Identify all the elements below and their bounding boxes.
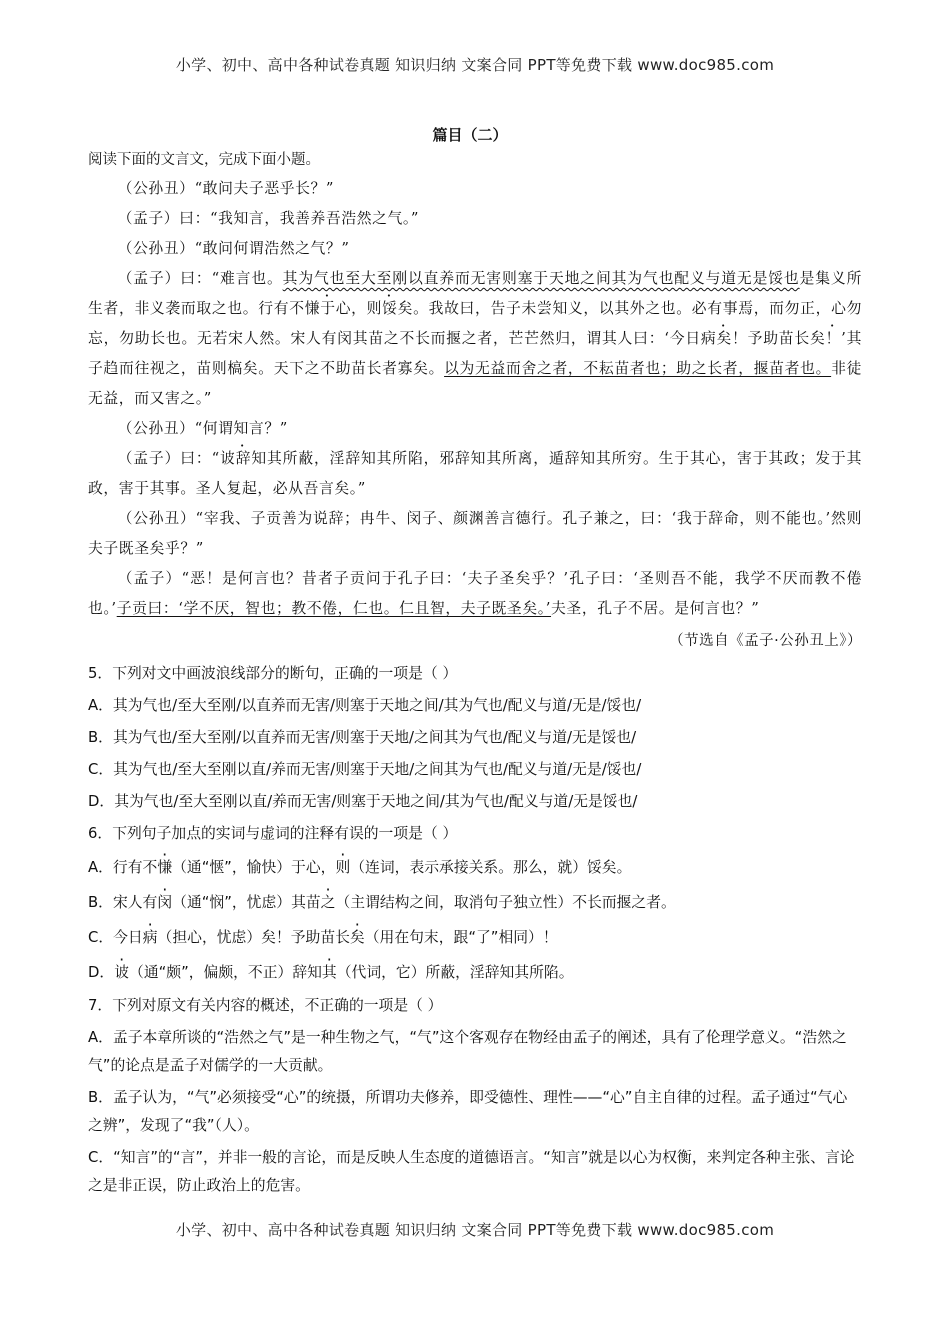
question-6-stem: 6．下列句子加点的实词与虚词的注释有误的一项是（ ） [88,825,458,842]
emphasis-dot-word: 之 [320,894,336,911]
emphasis-dot-word: 诐 [114,964,130,981]
question-7-option-b: B．孟子认为，“气”必须接受“心”的统摄，所谓功夫修养，即受德性、理性——“心”自主自律的过程。孟子通过“气心之辨”，发现了“我”（人）。 [88,1089,848,1134]
passage-paragraph: （孟子）曰：“我知言，我善养吾浩然之气。” [117,210,420,227]
question-7-stem: 7．下列对原文有关内容的概述，不正确的一项是（ ） [88,997,443,1014]
passage-paragraph: （公孙丑）“宰我、子贡善为说辞；冉牛、闵子、颜渊善言德行。孔子兼之，曰：‘我于辞命，则不能也。’然则夫子既圣矣乎？” [88,510,862,557]
emphasis-dot-word: 矣 [349,929,365,946]
underlined-sentence: 以为无益而舍之者，不耘苗者也；助之长者，揠苗者也。 [444,360,832,377]
question-6-option-d: D．诐（通“颇”，偏颇，不正）辞知其（代词，它）所蔽，淫辞知其所陷。 [88,964,574,981]
emphasis-dot-word: 则 [366,300,383,317]
emphasis-dot-word: 诐 [219,450,236,467]
emphasis-dot-word: 病 [142,929,158,946]
passage-paragraph: （孟子）曰：“诐辞知其所蔽，淫辞知其所陷，邪辞知其所离，遁辞知其所穷。生于其心，害于其政；发于其政，害于其事。圣人复起，必从吾言矣。” [88,450,862,497]
passage-paragraph: （公孙丑）“敢问何谓浩然之气？” [117,240,350,257]
question-7-option-c: C．“知言”的“言”，并非一般的言论，而是反映人生态度的道德语言。“知言”就是以心为权衡，来判定各种主张、言论之是非正误，防止政治上的危害。 [88,1149,855,1194]
question-7-option-a: A．孟子本章所谈的“浩然之气”是一种生物之气，“气”这个客观存在物经由孟子的阐述，具有了伦理学意义。“浩然之气”的论点是孟子对儒学的一大贡献。 [88,1029,847,1074]
question-5-option-d: D．其为气也/至大至刚以直/养而无害/则塞于天地之间/其为气也/配义与道/无是馁也/ [88,793,638,810]
section-title: 篇目（二） [432,126,508,144]
question-6-option-a: A．行有不慊（通“惬”，愉快）于心，则（连词，表示承接关系。那么，就）馁矣。 [88,859,632,876]
passage-paragraph: （公孙丑）“敢问夫子恶乎长？” [117,180,335,197]
emphasis-dot-word: 矣 [809,330,826,347]
emphasis-dot-word: 其 [321,964,337,981]
underlined-sentence: 子贡曰：‘学不厌，智也；教不倦，仁也。仁且智，夫子既圣矣。’ [116,600,552,617]
emphasis-dot-word: 闵 [157,894,173,911]
emphasis-dot-word: 慊 [157,859,173,876]
question-6-option-b: B．宋人有闵（通“悯”，忧虑）其苗之（主谓结构之间，取消句子独立性）不长而揠之者。 [88,894,676,911]
reading-instruction: 阅读下面的文言文，完成下面小题。 [88,152,320,168]
question-6-option-c: C．今日病（担心，忧虑）矣！予助苗长矣（用在句末，跟“了”相同）！ [88,929,558,946]
wavy-underlined-sentence: 其为气也至大至刚以直养而无害则塞于天地之间其为气也配义与道无是馁也 [282,270,800,287]
question-5-option-c: C．其为气也/至大至刚以直/养而无害/则塞于天地/之间其为气也/配义与道/无是/馁也/ [88,761,642,778]
passage-paragraph: （公孙丑）“何谓知言？” [117,420,288,437]
emphasis-dot-word: 慊 [304,300,321,317]
footer-banner: 小学、初中、高中各种试卷真题 知识归纳 文案合同 PPT等免费下载 www.doc985.com [175,1221,775,1239]
question-5-stem: 5．下列对文中画波浪线部分的断句，正确的一项是（ ） [88,665,458,682]
header-banner: 小学、初中、高中各种试卷真题 知识归纳 文案合同 PPT等免费下载 www.doc985.com [175,56,775,74]
passage-paragraph: （孟子）“恶！是何言也？昔者子贡问于孔子曰：‘夫子圣矣乎？’孔子曰：‘圣则吾不能，我学不厌而教不倦也。’子贡曰：‘学不厌，智也；教不倦，仁也。仁且智，夫子既圣矣。’夫圣，孔子不居。是何言也？” [88,570,862,617]
article-body [88,124,862,1202]
question-5-option-a: A．其为气也/至大至刚/以直养而无害/则塞于天地之间/其为气也/配义与道/无是/馁也/ [88,697,642,714]
source-citation: （节选自《孟子·公孙丑上》） [669,633,862,649]
passage-paragraph: （孟子）曰：“难言也。其为气也至大至刚以直养而无害则塞于天地之间其为气也配义与道无是馁也是集义所生者，非义袭而取之也。行有不慊于心，则馁矣。我故曰，告子未尝知义，以其外之也。必有事焉，而勿正，心勿忘，勿助长也。无若宋人然。宋人有闵其苗之不长而揠之者，芒芒然归，谓其人曰：‘今日病矣！予助苗长矣！’其子趋而往视之，苗则槁矣。天下之不助苗长者寡矣。以为无益而舍之者，不耘苗者也；助之长者，揠苗者也。非徒无益，而又害之。” [88,270,862,407]
emphasis-dot-word: 病 [700,330,717,347]
question-5-option-b: B．其为气也/至大至刚/以直养而无害/则塞于天地/之间其为气也/配义与道/无是馁也/ [88,729,637,746]
emphasis-dot-word: 则 [335,859,351,876]
